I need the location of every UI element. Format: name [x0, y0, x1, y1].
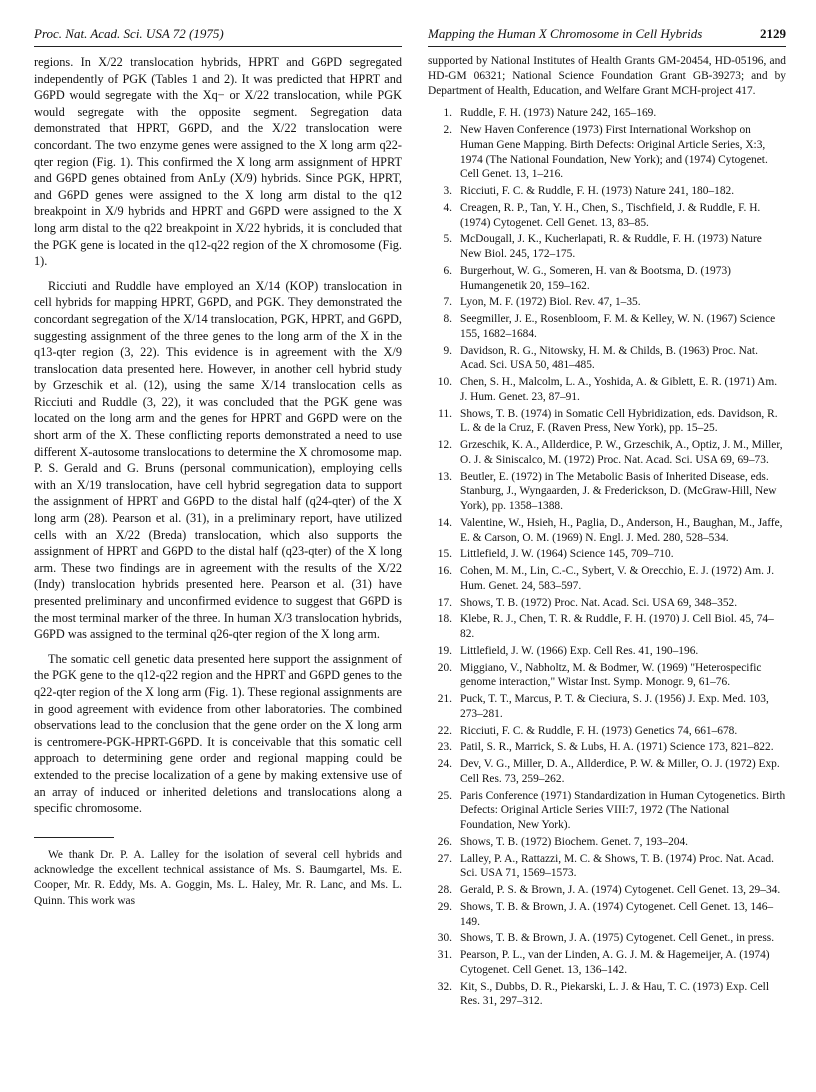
reference-text: Valentine, W., Hsieh, H., Paglia, D., Anderson, H., Baughan, M., Jaffe, E. & Carson, O. M. (1969) N. Engl. J. Med. 280, 528–534. — [460, 516, 783, 544]
page-number: 2129 — [760, 26, 786, 41]
reference-item — [428, 438, 786, 468]
reference-number: 22. — [437, 724, 452, 737]
reference-number: 12. — [437, 439, 452, 451]
reference-item — [428, 547, 786, 562]
reference-list — [428, 106, 786, 1009]
reference-text: Chen, S. H., Malcolm, L. A., Yoshida, A. & Giblett, E. R. (1971) Am. J. Hum. Genet. 23, 87–91. — [460, 376, 778, 403]
body-paragraph: Ricciuti and Ruddle have employed an X/14 (KOP) translocation in cell hybrids for mapping HPRT, G6PD, and PGK. They demonstrated the concordant segregation of the X/14 translocation, PGK, HPRT, and G6PD, suggesting assignment of the three genes to the long arm of the X in the q13-qter region (3, 22). This evidence is in agreement with the X/9 translocation data presented here. However, in another cell hybrid study by Grzeschik et al. (12), using the same X/14 translocation cells as Ricciuti and Ruddle (3, 22), it was concluded that the PGK gene was located on the long arm and the genes for HPRT and G6PD were on the short arm of the X. These conflicting reports demonstrated a need to use different X-autosome translocations to determine the X chromosome map. P. S. Gerald and G. Bruns (personal communication), employing cells with an X/19 translocation, have cell hybrid segregation data to support the assignment of HPRT and G6PD to the distal half (q24-qter) of the X long arm (28). Pearson et al. (31), in a preliminary report, have utilized cells with an X/22 (Breda) translocation, which also supports the assignment of HPRT and G6PD to the distal half (q23-qter) of the X long arm. These two findings are in agreement with the results of the X/22 (Indy) translocation hybrids presented here. Pearson et al. (31) have presented preliminary and unconfirmed evidence to suggest that G6PD is the most terminal marker of the three. In human X/3 translocation hybrids, G6PD was assigned to the terminal q26-qter region of the X long arm. — [34, 278, 402, 642]
reference-text: Davidson, R. G., Nitowsky, H. M. & Childs, B. (1963) Proc. Nat. Acad. Sci. USA 50, 481–485. — [460, 344, 758, 372]
reference-text: Shows, T. B. (1974) in Somatic Cell Hybridization, eds. Davidson, R. L. & de la Cruz, F. (Raven Press, New York), pp. 15–25. — [460, 407, 778, 435]
reference-item — [428, 883, 786, 898]
running-title: Mapping the Human X Chromosome in Cell Hybrids — [428, 26, 703, 41]
reference-number: 6. — [443, 264, 452, 277]
reference-text: Seegmiller, J. E., Rosenbloom, F. M. & Kelley, W. N. (1967) Science 155, 1682–1684. — [460, 313, 776, 340]
reference-item — [428, 407, 786, 437]
reference-number: 8. — [443, 313, 452, 325]
reference-text: Burgerhout, W. G., Someren, H. van & Bootsma, D. (1973) Humangenetik 20, 159–162. — [460, 264, 731, 292]
reference-number: 7. — [443, 296, 452, 309]
reference-item — [428, 232, 786, 262]
reference-text: Klebe, R. J., Chen, T. R. & Ruddle, F. H. (1970) J. Cell Biol. 45, 74–82. — [460, 613, 774, 640]
reference-item — [428, 740, 786, 755]
reference-text: Shows, T. B. (1972) Proc. Nat. Acad. Sci. USA 69, 348–352. — [460, 596, 738, 609]
reference-number: 18. — [437, 613, 452, 626]
reference-text: Lalley, P. A., Rattazzi, M. C. & Shows, T. B. (1974) Proc. Nat. Acad. Sci. USA 71, 1569–1573. — [460, 852, 774, 880]
reference-text: Paris Conference (1971) Standardization in Human Cytogenetics. Birth Defects: Original Article Series VIII:7, 1972 (The National Foundation, New York). — [460, 789, 786, 831]
reference-item — [428, 852, 786, 882]
reference-number: 21. — [437, 693, 452, 705]
reference-text: Cohen, M. M., Lin, C.-C., Sybert, V. & Orecchio, E. J. (1972) Am. J. Hum. Genet. 24, 583–597. — [460, 565, 775, 592]
reference-number: 19. — [437, 644, 452, 657]
reference-text: Littlefield, J. W. (1964) Science 145, 709–710. — [460, 548, 674, 561]
reference-number: 24. — [437, 758, 452, 770]
reference-number: 5. — [443, 233, 452, 246]
reference-item — [428, 516, 786, 546]
reference-number: 13. — [437, 470, 452, 483]
header-rule-left — [34, 46, 402, 47]
body-paragraph: regions. In X/22 translocation hybrids, HPRT and G6PD segregated independently of PGK (Tables 1 and 2). It was predicted that HPRT and G6PD would segregate with the Xq− or X/22 translocation, while PGK would segregate with the opposite segment. Segregation data demonstrated that HPRT, G6PD, and the X/22 translocation were concordant. The two enzyme genes were assigned to the X long arm q22-qter region (Fig. 1). This confirmed the X long arm assignment of HPRT and G6PD genes obtained from AnLy (X/9) hybrids. Since PGK, HPRT, and G6PD genes were assigned to the X long arm distal to the q12 breakpoint in X/9 hybrids and HPRT and G6PD were assigned to the X long arm distal to the q22 breakpoint in X/22 hybrids, it is concluded that the PGK gene is located in the q12-q22 region of the X chromosome (Fig. 1). — [34, 55, 402, 269]
reference-item — [428, 980, 786, 1010]
reference-item — [428, 724, 786, 739]
reference-text: Puck, T. T., Marcus, P. T. & Cieciura, S. J. (1956) J. Exp. Med. 103, 273–281. — [460, 693, 769, 720]
reference-item — [428, 264, 786, 294]
reference-text: Dev, V. G., Miller, D. A., Allderdice, P. W. & Miller, O. J. (1972) Exp. Cell Res. 73, 259–262. — [460, 758, 780, 785]
reference-number: 1. — [443, 107, 452, 120]
reference-item — [428, 201, 786, 231]
reference-number: 32. — [437, 980, 452, 993]
reference-item — [428, 612, 786, 642]
reference-number: 20. — [437, 661, 452, 674]
reference-item — [428, 644, 786, 659]
right-column — [428, 54, 786, 1011]
reference-text: Ricciuti, F. C. & Ruddle, F. H. (1973) Nature 241, 180–182. — [460, 185, 735, 197]
reference-number: 9. — [443, 344, 452, 357]
reference-text: Miggiano, V., Nabholtz, M. & Bodmer, W. (1969) "Heterospecific genome interaction," Wistar Inst. Symp. Monogr. 9, 61–76. — [460, 661, 762, 689]
reference-item — [428, 835, 786, 850]
reference-number: 14. — [437, 516, 452, 529]
reference-number: 4. — [443, 201, 452, 214]
reference-number: 10. — [437, 376, 452, 388]
reference-number: 23. — [437, 741, 452, 754]
running-header — [428, 26, 786, 42]
reference-item — [428, 184, 786, 199]
reference-text: Lyon, M. F. (1972) Biol. Rev. 47, 1–35. — [460, 296, 641, 309]
reference-text: Gerald, P. S. & Brown, J. A. (1974) Cytogenet. Cell Genet. 13, 29–34. — [460, 884, 781, 896]
reference-text: Ruddle, F. H. (1973) Nature 242, 165–169. — [460, 107, 657, 120]
reference-number: 17. — [437, 596, 452, 609]
reference-number: 15. — [437, 548, 452, 561]
reference-number: 31. — [437, 949, 452, 961]
reference-text: Littlefield, J. W. (1966) Exp. Cell Res. 41, 190–196. — [460, 644, 699, 657]
reference-item — [428, 948, 786, 978]
reference-item — [428, 375, 786, 405]
reference-item — [428, 295, 786, 310]
reference-text: Patil, S. R., Marrick, S. & Lubs, H. A. (1971) Science 173, 821–822. — [460, 741, 774, 754]
reference-text: McDougall, J. K., Kucherlapati, R. & Ruddle, F. H. (1973) Nature New Biol. 245, 172–175. — [460, 233, 762, 260]
reference-text: Kit, S., Dubbs, D. R., Piekarski, L. J. & Hau, T. C. (1973) Exp. Cell Res. 31, 297–312. — [460, 980, 770, 1008]
reference-text: Creagen, R. P., Tan, Y. H., Chen, S., Tischfield, J. & Ruddle, F. H. (1974) Cytogenet. Cell Genet. 13, 83–85. — [460, 201, 761, 229]
reference-item — [428, 692, 786, 722]
grant-support-text: supported by National Institutes of Health Grants GM-20454, HD-05196, and HD-GM 06321; National Science Foundation Grant GB-39273; and by Department of Health, Education, and Welfare Grant MCH-project 417. — [428, 55, 786, 97]
reference-text: Pearson, P. L., van der Linden, A. G. J. M. & Hagemeijer, A. (1974) Cytogenet. Cell Genet. 13, 136–142. — [460, 949, 770, 976]
reference-number: 25. — [437, 789, 452, 802]
reference-number: 30. — [437, 932, 452, 945]
section-divider — [34, 837, 114, 838]
reference-text: Grzeschik, K. A., Allderdice, P. W., Grzeschik, A., Optiz, J. M., Miller, O. J. & Siniscalco, M. (1972) Proc. Nat. Acad. Sci. USA 69, 69–73. — [460, 439, 783, 466]
reference-item — [428, 564, 786, 594]
reference-number: 16. — [437, 565, 452, 577]
reference-item — [428, 789, 786, 833]
reference-item — [428, 596, 786, 611]
reference-item — [428, 106, 786, 121]
left-column — [34, 54, 402, 909]
reference-number: 11. — [438, 407, 452, 420]
reference-text: Shows, T. B. (1972) Biochem. Genet. 7, 193–204. — [460, 835, 689, 848]
reference-number: 27. — [437, 852, 452, 865]
acknowledgment: We thank Dr. P. A. Lalley for the isolation of several cell hybrids and acknowledge the excellent technical assistance of Ms. S. Baumgartel, Ms. E. Cooper, Mr. R. Eddy, Ms. A. Goggin, Ms. L. Haley, Mr. R. Lanc, and Ms. L. Quinn. This work was — [34, 848, 402, 907]
reference-number: 3. — [443, 185, 452, 197]
reference-number: 2. — [443, 124, 452, 136]
reference-item — [428, 470, 786, 514]
reference-item — [428, 661, 786, 691]
reference-text: Shows, T. B. & Brown, J. A. (1975) Cytogenet. Cell Genet., in press. — [460, 932, 775, 945]
reference-item — [428, 312, 786, 342]
reference-text: Ricciuti, F. C. & Ruddle, F. H. (1973) Genetics 74, 661–678. — [460, 724, 738, 737]
reference-item — [428, 123, 786, 182]
reference-item — [428, 900, 786, 930]
reference-item — [428, 931, 786, 946]
reference-item — [428, 344, 786, 374]
reference-text: Beutler, E. (1972) in The Metabolic Basis of Inherited Disease, eds. Stanburg, J., Wyngaarden, J. & Frederickson, D. (McGraw-Hill, New York), pp. 1358–1388. — [460, 470, 777, 512]
body-paragraph: The somatic cell genetic data presented here support the assignment of the PGK gene to the q12-q22 region and the HPRT and G6PD genes to the q22-qter region of the X long arm (Fig. 1). These regional assignments are in good agreement with evidence from other laboratories. The combined observations lead to the conclusion that the gene order on the X long arm is centromere-PGK-HPRT-G6PD. It is conceivable that this somatic cell approach to determining gene order and regional mapping could be extended to the precise localization of a gene by making extensive use of an array of induced or inherited deletions and translocations along a specific chromosome. — [34, 651, 402, 816]
reference-text: New Haven Conference (1973) First International Workshop on Human Gene Mapping. Birth Defects: Original Article Series, X:3, 1974 (The National Foundation, New York); and (1974) Cytogenet. Cell Genet. 13, 1–216. — [460, 124, 768, 181]
reference-item — [428, 757, 786, 787]
reference-number: 26. — [437, 835, 452, 848]
header-rule-right — [428, 46, 786, 47]
reference-number: 28. — [437, 884, 452, 896]
reference-number: 29. — [437, 900, 452, 913]
reference-text: Shows, T. B. & Brown, J. A. (1974) Cytogenet. Cell Genet. 13, 146–149. — [460, 900, 774, 928]
journal-citation: Proc. Nat. Acad. Sci. USA 72 (1975) — [34, 26, 224, 41]
